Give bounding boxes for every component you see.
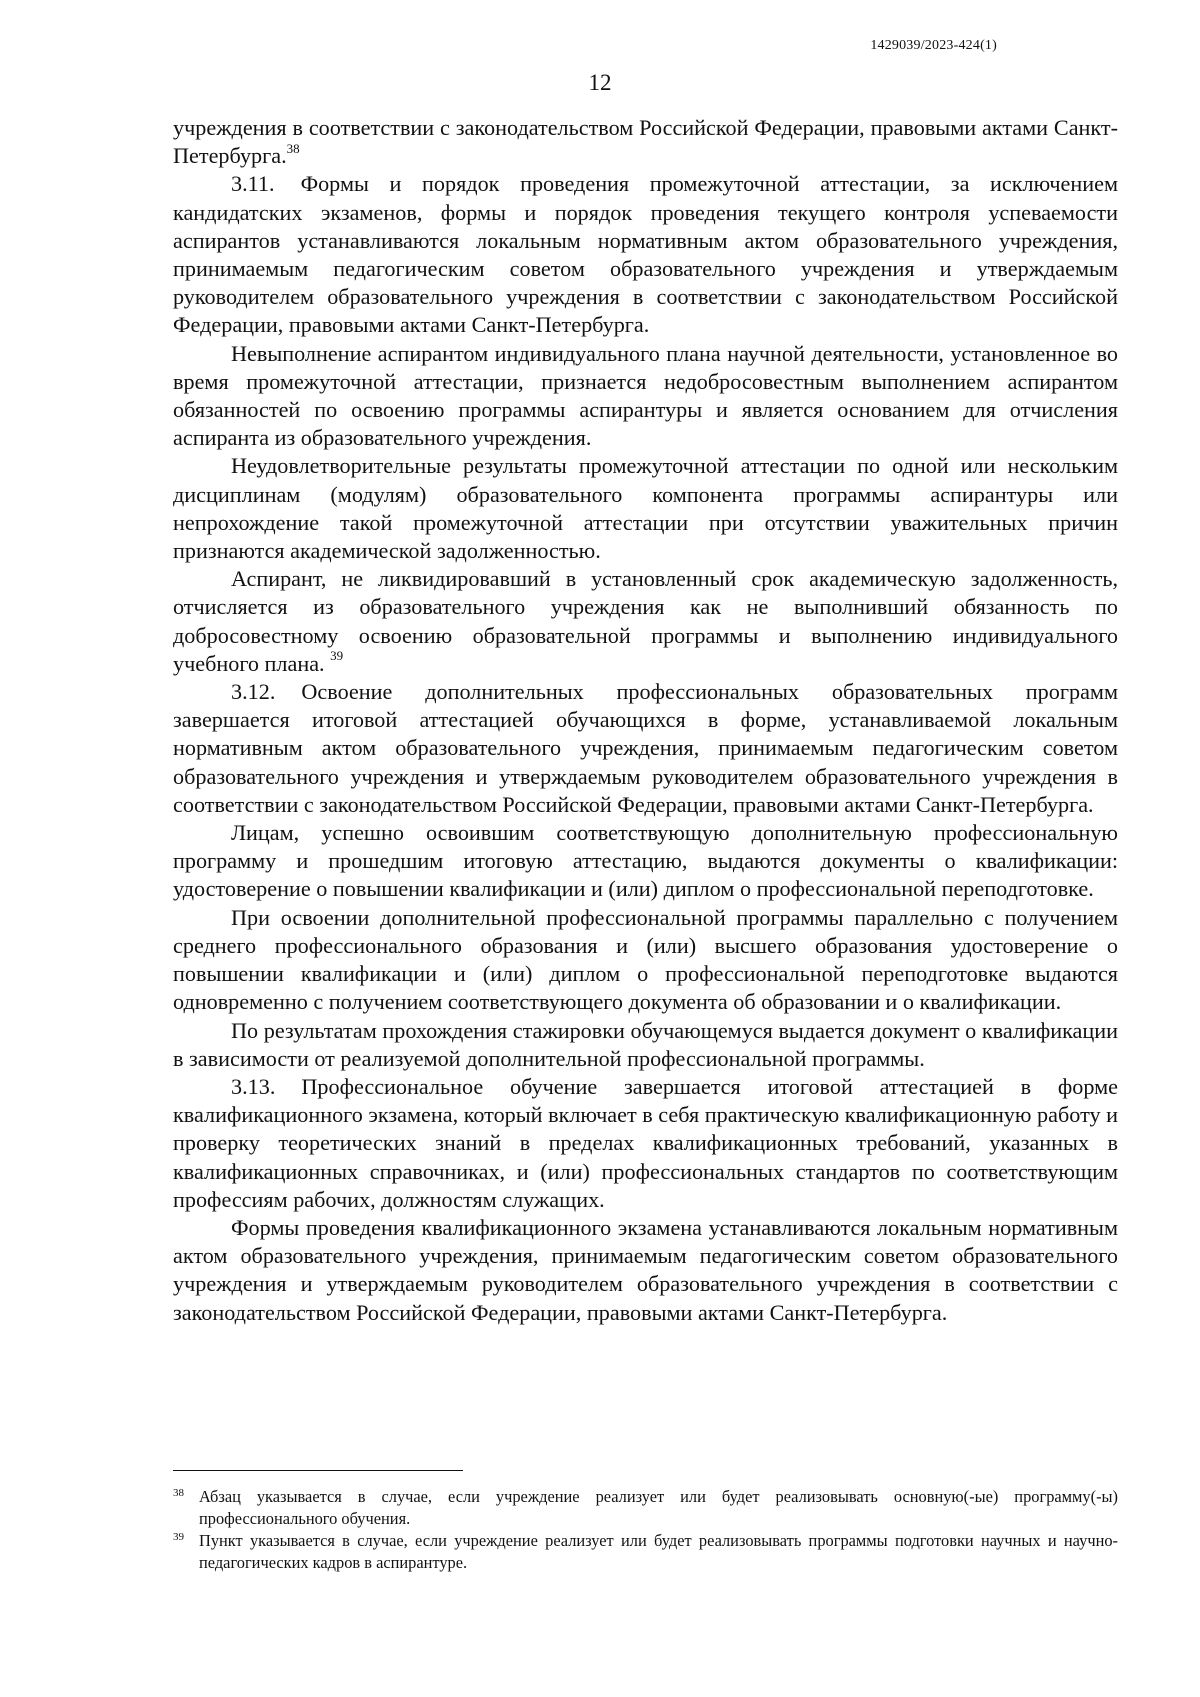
paragraph	[173, 565, 1118, 678]
paragraph-text: Аспирант, не ликвидировавший в установленный срок академическую задолженность, отчисляется из образовательного учреждения как не выполнивший обязанность по добросовестному освоению образовательной программы и выполнению индивидуального учебного плана.	[173, 566, 1118, 676]
paragraph	[173, 819, 1118, 904]
paragraph-text: При освоении дополнительной профессиональной программы параллельно с получением среднего профессионального образования и (или) высшего образования удостоверение о повышении квалификации и (или) диплом о профессиональной переподготовке выдаются одновременно с получением соответствующего документа об образовании и о квалификации.	[173, 904, 1118, 1015]
paragraph-text: Невыполнение аспирантом индивидуального плана научной деятельности, установленное во время промежуточной аттестации, признается недобросовестным выполнением аспирантом обязанностей по освоению программы аспирантуры и является основанием для отчисления аспиранта из образовательного учреждения.	[173, 340, 1118, 451]
paragraph	[173, 904, 1118, 1017]
footnote-ref[interactable]: 38	[286, 140, 300, 156]
footnote-text: Абзац указывается в случае, если учреждение реализует или будет реализовывать основную(-ые) программу(-ы) профессионального обучения.	[199, 1487, 1118, 1528]
paragraph	[173, 1214, 1118, 1327]
footnote	[173, 1486, 1118, 1530]
footnote	[173, 1530, 1118, 1574]
paragraph-3-12	[173, 678, 1118, 819]
clause-number: 3.13.	[231, 1073, 276, 1099]
paragraph	[173, 114, 1118, 170]
paragraph	[173, 1017, 1118, 1073]
footnote-text: Пункт указывается в случае, если учреждение реализует или будет реализовывать программы подготовки научных и научно-педагогических кадров в аспирантуре.	[199, 1531, 1118, 1572]
clause-number: 3.11.	[231, 171, 275, 197]
footnote-marker: 38	[173, 1487, 184, 1499]
footnotes	[173, 1486, 1118, 1574]
paragraph-text: Профессиональное обучение завершается итоговой аттестацией в форме квалификационного экзамена, который включает в себя практическую квалификационную работу и проверку теоретических знаний в пределах квалификационных требований, указанных в квалификационных справочниках, и (или) профессиональных стандартов по соответствующим профессиям рабочих, должностям служащих.	[173, 1073, 1118, 1212]
paragraph-text: Формы проведения квалификационного экзамена устанавливаются локальным нормативным актом образовательного учреждения, принимаемым педагогическим советом образовательного учреждения и утверждаемым руководителем образовательного учреждения в соответствии с законодательством Российской Федерации, правовыми актами Санкт-Петербурга.	[173, 1214, 1118, 1325]
paragraph-3-11	[173, 170, 1118, 339]
clause-number: 3.12.	[231, 679, 276, 705]
page-number: 12	[588, 70, 612, 95]
paragraph-text: учреждения в соответствии с законодательством Российской Федерации, правовыми актами Санкт-Петербурга.	[173, 115, 1118, 169]
paragraph-text: Освоение дополнительных профессиональных образовательных программ завершается итоговой аттестацией обучающихся в форме, устанавливаемой локальным нормативным актом образовательного учреждения, принимаемым педагогическим советом образовательного учреждения и утверждаемым руководителем образовательного учреждения в соответствии с законодательством Российской Федерации, правовыми актами Санкт-Петербурга.	[173, 679, 1118, 817]
paragraph	[173, 452, 1118, 565]
paragraph-text: Неудовлетворительные результаты промежуточной аттестации по одной или нескольким дисциплинам (модулям) образовательного компонента программы аспирантуры или непрохождение такой промежуточной аттестации при отсутствии уважительных причин признаются академической задолженностью.	[173, 453, 1118, 564]
paragraph	[173, 340, 1118, 453]
footnote-divider	[173, 1470, 463, 1471]
footnote-ref[interactable]: 39	[330, 648, 344, 664]
paragraph-text: По результатам прохождения стажировки обучающемуся выдается документ о квалификации в зависимости от реализуемой дополнительной профессиональной программы.	[173, 1017, 1118, 1071]
paragraph-3-13	[173, 1073, 1118, 1214]
paragraph-text: Формы и порядок проведения промежуточной аттестации, за исключением кандидатских экзаменов, формы и порядок проведения текущего контроля успеваемости аспирантов устанавливаются локальным нормативным актом образовательного учреждения, принимаемым педагогическим советом образовательного учреждения и утверждаемым руководителем образовательного учреждения в соответствии с законодательством Российской Федерации, правовыми актами Санкт-Петербурга.	[173, 171, 1118, 338]
document-body	[173, 114, 1118, 1327]
footnote-marker: 39	[173, 1531, 184, 1543]
document-number: 1429039/2023-424(1)	[870, 38, 997, 53]
paragraph-text: Лицам, успешно освоившим соответствующую дополнительную профессиональную программу и прошедшим итоговую аттестацию, выдаются документы о квалификации: удостоверение о повышении квалификации и (или) диплом о профессиональной переподготовке.	[173, 820, 1118, 902]
